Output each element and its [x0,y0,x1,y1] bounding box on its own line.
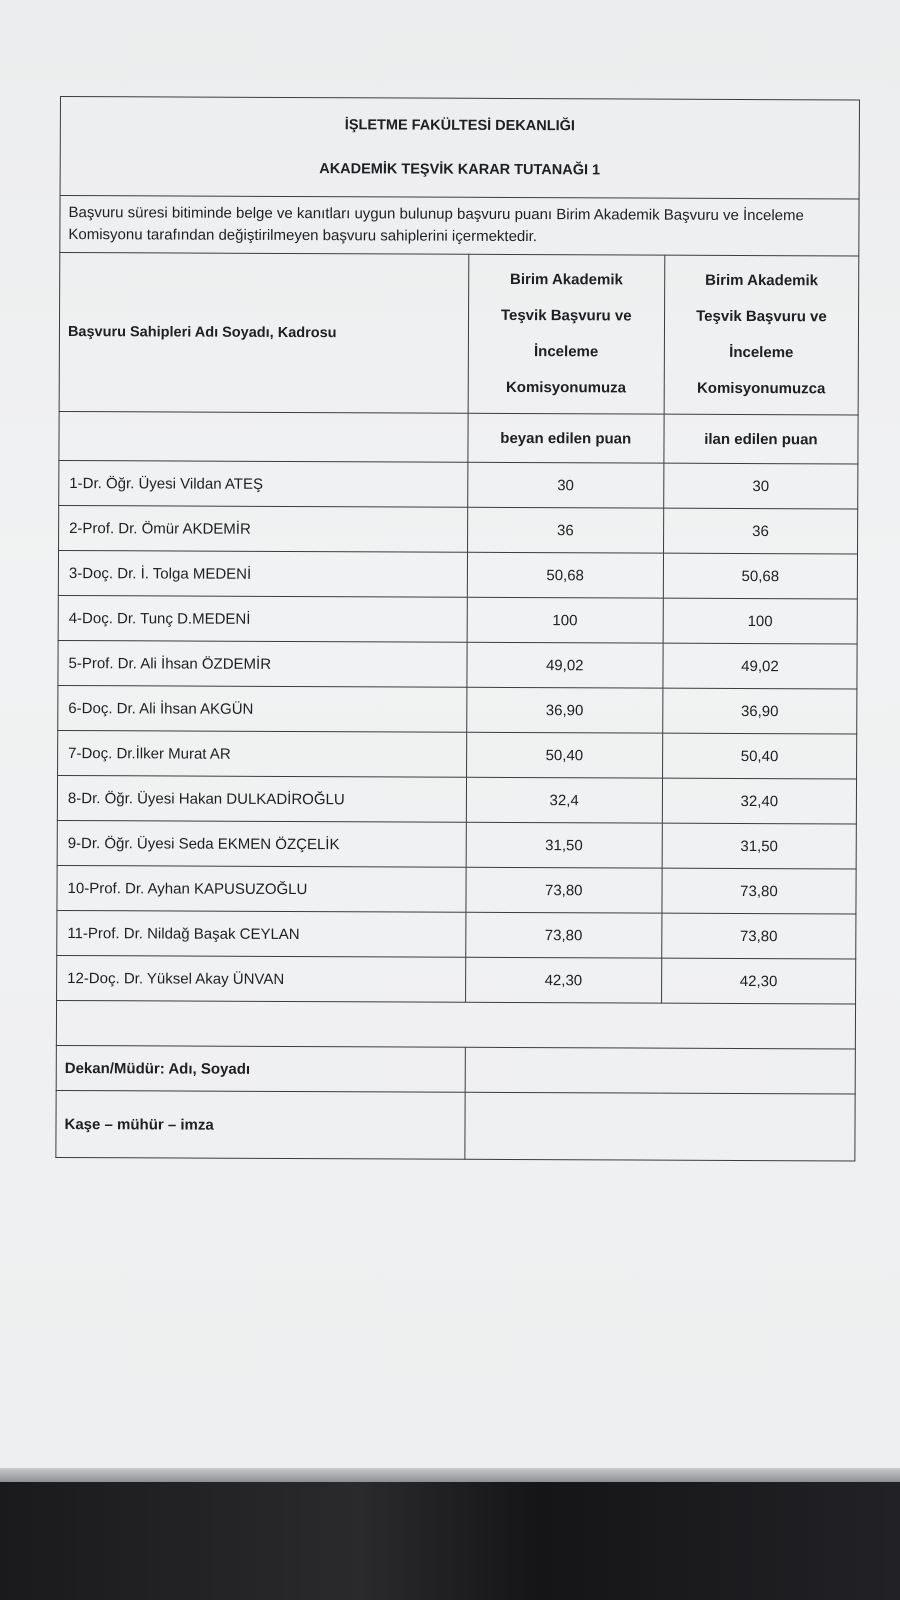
description-text: Başvuru süresi bitiminde belge ve kanıtları uygun bulunup başvuru puanı Birim Akademik Başvuru ve İnceleme Komisyonu tarafından değiştirilmeyen başvuru sahiplerini içermektedir. [60,196,859,256]
applicant-name: 1-Dr. Öğr. Üyesi Vildan ATEŞ [59,460,468,507]
declared-points: 73,80 [465,912,661,958]
declared-points: 50,68 [467,552,663,598]
declared-points: 32,4 [466,777,662,823]
table-row [57,820,856,868]
header-line: İnceleme [533,343,599,361]
report-title: AKADEMİK TEŞVİK KARAR TUTANAĞI 1 [319,161,601,179]
applicant-name: 10-Prof. Dr. Ayhan KAPUSUZOĞLU [57,865,466,912]
announced-points: 36,90 [663,688,857,734]
announced-points-subheader: ilan edilen puan [664,414,858,464]
announced-column-header [664,255,859,415]
applicants-column-header: Başvuru Sahipleri Adı Soyadı, Kadrosu [59,253,468,414]
announced-points: 36 [663,508,857,554]
faculty-title: İŞLETME FAKÜLTESİ DEKANLIĞI [344,117,575,135]
decision-table [55,96,860,1161]
dean-label: Dekan/Müdür: Adı, Soyadı [56,1045,465,1092]
announced-points: 32,40 [662,778,856,824]
table-row [58,550,857,598]
table-row [57,775,856,823]
header-line: Birim Akademik [509,270,623,289]
header-line: Birim Akademik [705,271,819,290]
announced-points: 31,50 [662,823,856,869]
applicant-name: 9-Dr. Öğr. Üyesi Seda EKMEN ÖZÇELİK [57,820,466,867]
applicant-name: 3-Doç. Dr. İ. Tolga MEDENİ [58,550,467,597]
background-floor [0,1468,900,1600]
table-row [59,505,858,553]
announced-points: 42,30 [661,958,855,1004]
applicant-name: 7-Doç. Dr.İlker Murat AR [58,730,467,777]
table-row [58,685,857,733]
table-row [58,640,857,688]
declared-column-header [468,254,665,414]
announced-points: 50,40 [662,733,856,779]
header-line: Teşvik Başvuru ve [500,306,632,325]
declared-points: 50,40 [466,732,662,778]
table-row [58,730,857,778]
declared-points: 31,50 [466,822,662,868]
declared-points-subheader: beyan edilen puan [468,413,664,463]
header-line: Komisyonumuzca [696,379,826,398]
stamp-label: Kaşe – mühür – imza [56,1090,465,1159]
announced-points: 30 [664,463,858,509]
applicant-name: 12-Doç. Dr. Yüksel Akay ÜNVAN [57,955,466,1002]
announced-points: 100 [663,598,857,644]
declared-points: 30 [467,462,663,508]
stamp-field [465,1092,856,1161]
subheader-empty-cell [59,411,468,462]
dean-name-field [465,1047,856,1094]
declared-points: 36 [467,507,663,553]
table-row [58,595,857,643]
header-line: İnceleme [729,343,794,362]
declared-points: 73,80 [466,867,662,913]
document-form [55,96,860,1161]
announced-points: 73,80 [662,868,856,914]
announced-points: 73,80 [662,913,856,959]
table-row [57,955,856,1003]
applicant-name: 6-Doç. Dr. Ali İhsan AKGÜN [58,685,467,732]
table-row [57,865,856,913]
applicant-name: 5-Prof. Dr. Ali İhsan ÖZDEMİR [58,640,467,687]
applicant-name: 8-Dr. Öğr. Üyesi Hakan DULKADİROĞLU [57,775,466,822]
header-line: Teşvik Başvuru ve [696,307,827,326]
document-title [60,97,859,199]
empty-row [56,1000,855,1048]
applicant-name: 11-Prof. Dr. Nildağ Başak CEYLAN [57,910,466,957]
declared-points: 42,30 [465,957,661,1003]
declared-points: 49,02 [467,642,663,688]
announced-points: 50,68 [663,553,857,599]
declared-points: 36,90 [466,687,662,733]
header-line: Komisyonumuza [505,378,627,397]
table-row [57,910,856,958]
applicant-rows [57,460,858,1003]
applicant-name: 2-Prof. Dr. Ömür AKDEMİR [59,505,468,552]
table-row [59,460,858,508]
applicant-name: 4-Doç. Dr. Tunç D.MEDENİ [58,595,467,642]
announced-points: 49,02 [663,643,857,689]
declared-points: 100 [467,597,663,643]
